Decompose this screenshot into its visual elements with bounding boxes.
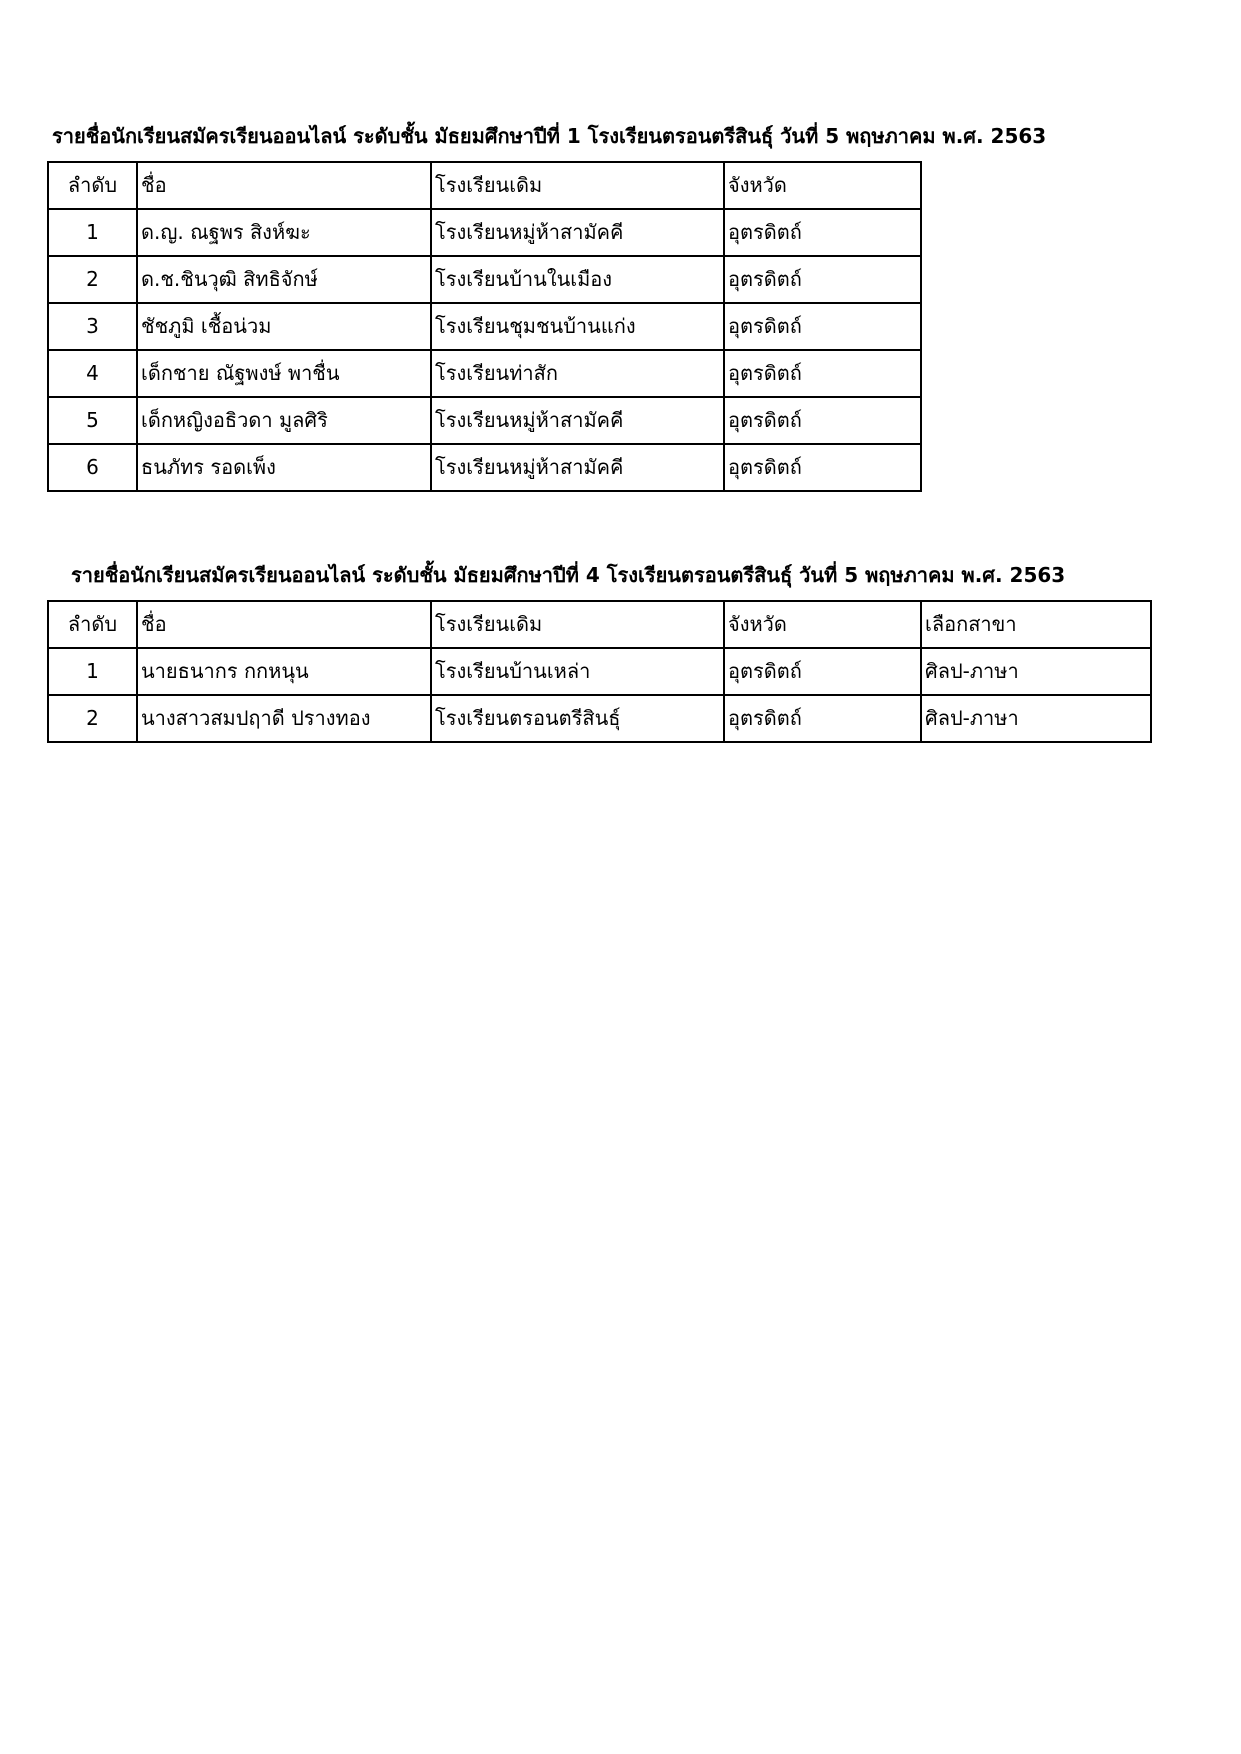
header-chosen-major: เลือกสาขา — [921, 601, 1151, 648]
row-student-name: นางสาวสมปฤาดี ปรางทอง — [137, 695, 431, 742]
row-province: อุตรดิตถ์ — [724, 397, 921, 444]
row-province: อุตรดิตถ์ — [724, 303, 921, 350]
header-province: จังหวัด — [724, 601, 921, 648]
row-previous-school: โรงเรียนหมู่ห้าสามัคคี — [431, 209, 724, 256]
grade-4-applicants-table — [47, 600, 1152, 743]
header-previous-school: โรงเรียนเดิม — [431, 601, 724, 648]
row-previous-school: โรงเรียนบ้านเหล่า — [431, 648, 724, 695]
header-province: จังหวัด — [724, 162, 921, 209]
row-previous-school: โรงเรียนบ้านในเมือง — [431, 256, 724, 303]
grade-1-applicants-table — [47, 161, 922, 492]
section-1-title: รายชื่อนักเรียนสมัครเรียนออนไลน์ ระดับชั้น มัธยมศึกษาปีที่ 1 โรงเรียนตรอนตรีสินธุ์ วันที่ 5 พฤษภาคม พ.ศ. 2563 — [52, 124, 1047, 148]
row-student-name: นายธนากร กกหนุน — [137, 648, 431, 695]
row-previous-school: โรงเรียนหมู่ห้าสามัคคี — [431, 397, 724, 444]
row-previous-school: โรงเรียนชุมชนบ้านแก่ง — [431, 303, 724, 350]
table-row — [48, 444, 921, 491]
row-student-name: ด.ญ. ณฐพร สิงห์ฆะ — [137, 209, 431, 256]
table-row — [48, 303, 921, 350]
header-name: ชื่อ — [137, 601, 431, 648]
header-previous-school: โรงเรียนเดิม — [431, 162, 724, 209]
row-chosen-major: ศิลป-ภาษา — [921, 648, 1151, 695]
row-province: อุตรดิตถ์ — [724, 350, 921, 397]
row-order: 2 — [48, 695, 137, 742]
table-row — [48, 209, 921, 256]
row-order: 1 — [48, 209, 137, 256]
row-order: 1 — [48, 648, 137, 695]
row-previous-school: โรงเรียนท่าสัก — [431, 350, 724, 397]
table-header-row — [48, 162, 921, 209]
table-row — [48, 648, 1151, 695]
row-province: อุตรดิตถ์ — [724, 256, 921, 303]
row-province: อุตรดิตถ์ — [724, 209, 921, 256]
header-order: ลำดับ — [48, 601, 137, 648]
table-row — [48, 350, 921, 397]
row-previous-school: โรงเรียนตรอนตรีสินธุ์ — [431, 695, 724, 742]
row-student-name: ธนภัทร รอดเพ็ง — [137, 444, 431, 491]
section-2-title: รายชื่อนักเรียนสมัครเรียนออนไลน์ ระดับชั้น มัธยมศึกษาปีที่ 4 โรงเรียนตรอนตรีสินธุ์ วันที่ 5 พฤษภาคม พ.ศ. 2563 — [71, 563, 1066, 587]
row-previous-school: โรงเรียนหมู่ห้าสามัคคี — [431, 444, 724, 491]
row-province: อุตรดิตถ์ — [724, 695, 921, 742]
row-order: 2 — [48, 256, 137, 303]
row-student-name: เด็กชาย ณัฐพงษ์ พาชื่น — [137, 350, 431, 397]
row-order: 6 — [48, 444, 137, 491]
table-header-row — [48, 601, 1151, 648]
header-order: ลำดับ — [48, 162, 137, 209]
row-student-name: ชัชภูมิ เชื้อน่วม — [137, 303, 431, 350]
row-province: อุตรดิตถ์ — [724, 648, 921, 695]
row-student-name: เด็กหญิงอธิวดา มูลศิริ — [137, 397, 431, 444]
table-row — [48, 256, 921, 303]
row-student-name: ด.ช.ชินวุฒิ สิทธิจักษ์ — [137, 256, 431, 303]
row-province: อุตรดิตถ์ — [724, 444, 921, 491]
table-row — [48, 397, 921, 444]
row-order: 5 — [48, 397, 137, 444]
header-name: ชื่อ — [137, 162, 431, 209]
row-order: 4 — [48, 350, 137, 397]
row-chosen-major: ศิลป-ภาษา — [921, 695, 1151, 742]
table-row — [48, 695, 1151, 742]
row-order: 3 — [48, 303, 137, 350]
